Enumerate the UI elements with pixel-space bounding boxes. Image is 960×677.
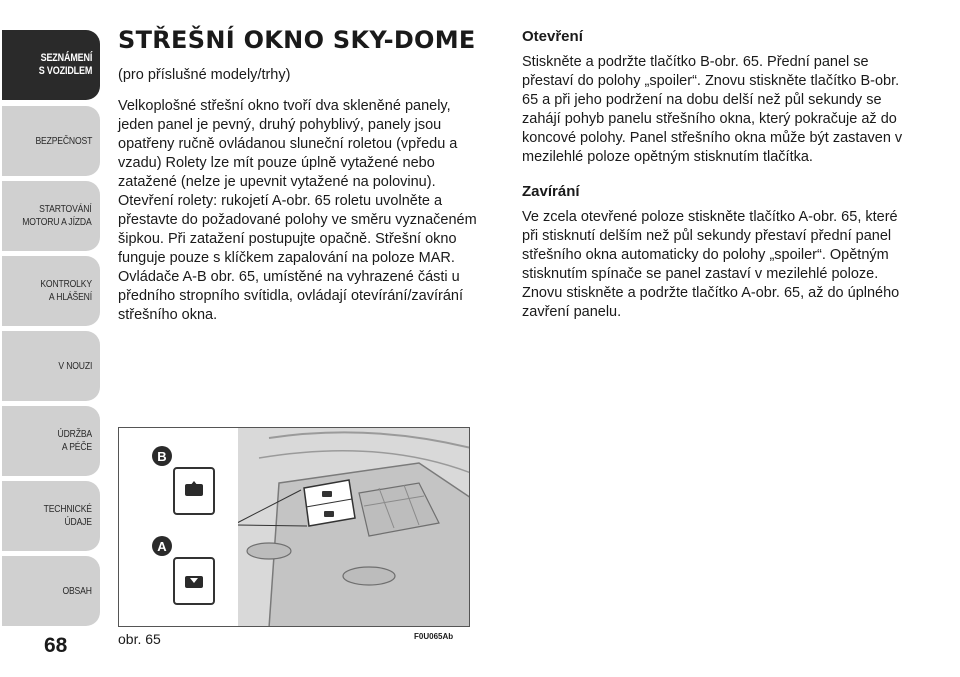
label-b: B [157,449,167,464]
open-paragraph: Stiskněte a podržte tlačítko B-obr. 65. Přední panel se přestaví do polohy „spoiler“. Znovu stiskněte tlačítko B-obr. 65 a při jeho podržení na dobu delší než půl sekundy se zahájí pohyb panelu střešního okna, který pokračuje až do koncové polohy. Panel střešního okna může být zastaven v mezilehlé poloze opětným stisknutím tlačítka. [522,54,903,165]
roof-control-illustration [119,428,470,627]
tab-label: BEZPEČNOST [35,134,92,147]
tab-bezpecnost[interactable] [2,106,100,176]
switch-b-symbol [322,491,332,497]
tab-obsah[interactable] [2,556,100,626]
chapter-sidebar [0,0,102,640]
label-a: A [157,539,167,554]
tab-label: STARTOVÁNÍ MOTORU A JÍZDA [22,203,92,228]
figure-65 [118,427,470,627]
left-column [118,26,490,325]
tab-label: OBSAH [62,584,92,597]
tab-v-nouzi[interactable] [2,331,100,401]
tab-technicke[interactable] [2,481,100,551]
intro-paragraph: Velkoplošné střešní okno tvoří dva skleněné panely, jeden panel je pevný, druhý pohyblivý, panely jsou opatřeny ručně ovládanou sluneční roletou (vpředu a vzadu) Rolety lze mít pouze úplně vytažené nebo zatažené (nelze je upevnit vytažené na polovinu). Otevření rolety: rukojetí A-obr. 65 roletu uvolněte a přestavte do požadované polohy ve směru vyznačeném šipkou. Při zatažení postupujte opačně. Střešní okno funguje pouze s klíčkem zapalování na poloze MAR. Ovládače A-B obr. 65, umístěné na vyhrazené části u předního stropního svítidla, ovládají otevírání/zavírání střešního okna. [118,98,477,323]
close-paragraph: Ve zcela otevřené poloze stiskněte tlačítko A-obr. 65, které při stisknutí delším než půl sekundy přestaví přední panel střešního okna automaticky do polohy „spoiler“. Opětným stisknutím spínače se panel zastaví v mezilehlé poloze. Znovu stiskněte a podržte tlačítko A-obr. 65, až do úplného zavření panelu. [522,209,900,320]
console-housing [269,463,470,627]
tab-label: SEZNÁMENÍ S VOZIDLEM [38,52,92,77]
handle-left [247,543,291,559]
switch-a-symbol [324,511,334,517]
tab-startovani[interactable] [2,181,100,251]
tab-label: ÚDRŽBA A PÉČE [57,428,92,453]
figure-caption: obr. 65 [118,631,161,647]
tab-label: KONTROLKY A HLÁŠENÍ [40,278,92,303]
figure-code: F0U065Ab [414,632,454,641]
page-number: 68 [44,634,68,657]
subtitle: (pro příslušné modely/trhy) [118,67,291,83]
tab-label: TECHNICKÉ ÚDAJE [43,503,92,528]
tab-seznameni[interactable] [2,30,100,100]
page-title: STŘEŠNÍ OKNO SKY-DOME [118,26,476,54]
handle-right [343,567,395,585]
open-heading: Otevření [522,28,583,45]
tab-udrzba[interactable] [2,406,100,476]
right-column [522,28,907,322]
tab-kontrolky[interactable] [2,256,100,326]
close-heading: Zavírání [522,183,580,200]
tab-label: V NOUZI [58,359,92,372]
